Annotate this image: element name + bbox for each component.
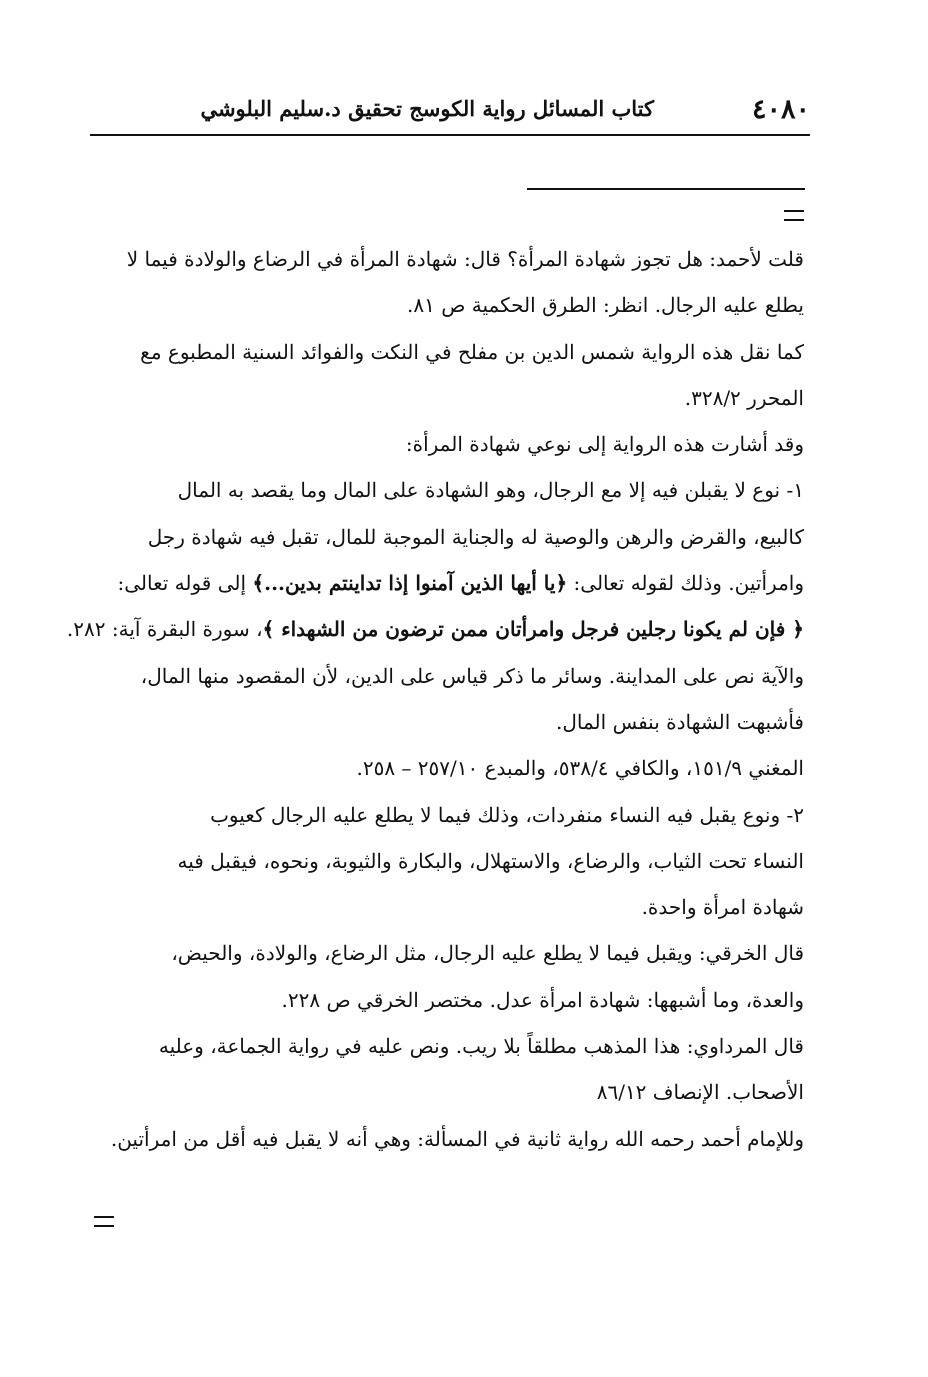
text-line: كالبيع، والقرض والرهن والوصية له والجناية الموجبة للمال، تقبل فيه شهادة رجل bbox=[147, 524, 804, 549]
text-line: وللإمام أحمد رحمه الله رواية ثانية في المسألة: وهي أنه لا يقبل فيه أقل من امرأتين. bbox=[110, 1126, 804, 1151]
page-number: ٤٠٨٠ bbox=[751, 94, 810, 125]
quran-verse: ﴿ فإن لم يكونا رجلين فرجل وامرأتان ممن ترضون من الشهداء ﴾ bbox=[262, 617, 804, 642]
page-header bbox=[92, 92, 810, 132]
text-line: قال المرداوي: هذا المذهب مطلقاً بلا ريب. ونص عليه في رواية الجماعة، وعليه bbox=[158, 1034, 804, 1059]
text-line-with-quran-verse bbox=[92, 560, 804, 606]
text-segment: إلى قوله تعالى: bbox=[117, 571, 247, 596]
text-line: ٢- ونوع يقبل فيه النساء منفردات، وذلك فيما لا يطلع عليه الرجال كعيوب bbox=[210, 802, 804, 827]
text-line: المغني ١٥١/٩، والكافي ٥٣٨/٤، والمبدع ٢٥٧/١٠ – ٢٥٨. bbox=[356, 756, 804, 781]
text-line: يطلع عليه الرجال. انظر: الطرق الحكمية ص ٨١. bbox=[407, 293, 804, 318]
text-line: فأشبهت الشهادة بنفس المال. bbox=[556, 709, 804, 734]
footnote-separator-rule bbox=[527, 188, 805, 190]
text-line: وقد أشارت هذه الرواية إلى نوعي شهادة المرأة: bbox=[405, 432, 804, 457]
text-line-with-quran-verse bbox=[66, 606, 804, 652]
quran-verse: ﴿يا أيها الذين آمنوا إذا تداينتم بدين...﴾ bbox=[252, 571, 568, 596]
text-line: كما نقل هذه الرواية شمس الدين بن مفلح في النكت والفوائد السنية المطبوع مع bbox=[140, 339, 804, 364]
continuation-mark-top bbox=[784, 210, 804, 221]
text-line: الأصحاب. الإنصاف ٨٦/١٢ bbox=[596, 1080, 804, 1105]
text-segment: ، سورة البقرة آية: ٢٨٢. bbox=[66, 617, 263, 642]
text-line: المحرر ٣٢٨/٢. bbox=[684, 385, 804, 410]
text-line: قلت لأحمد: هل تجوز شهادة المرأة؟ قال: شهادة المرأة في الرضاع والولادة فيما لا bbox=[126, 247, 804, 271]
footnote-text bbox=[66, 236, 804, 1162]
running-title: كتاب المسائل رواية الكوسج تحقيق د.سليم البلوشي bbox=[200, 96, 654, 121]
text-line: شهادة امرأة واحدة. bbox=[641, 895, 804, 920]
header-rule bbox=[90, 134, 810, 136]
text-segment: وامرأتين. وذلك لقوله تعالى: bbox=[573, 571, 804, 596]
text-line: والعدة، وما أشبهها: شهادة امرأة عدل. مختصر الخرقي ص ٢٢٨. bbox=[281, 987, 804, 1012]
text-line: والآية نص على المداينة. وسائر ما ذكر قياس على الدين، لأن المقصود منها المال، bbox=[140, 663, 804, 688]
continuation-mark-bottom bbox=[94, 1216, 114, 1227]
text-line: ١- نوع لا يقبلن فيه إلا مع الرجال، وهو الشهادة على المال وما يقصد به المال bbox=[177, 478, 804, 503]
text-line: النساء تحت الثياب، والرضاع، والاستهلال، والبكارة والثيوبة، ونحوه، فيقبل فيه bbox=[177, 848, 804, 873]
text-line: قال الخرقي: ويقبل فيما لا يطلع عليه الرجال، مثل الرضاع، والولادة، والحيض، bbox=[171, 941, 804, 966]
